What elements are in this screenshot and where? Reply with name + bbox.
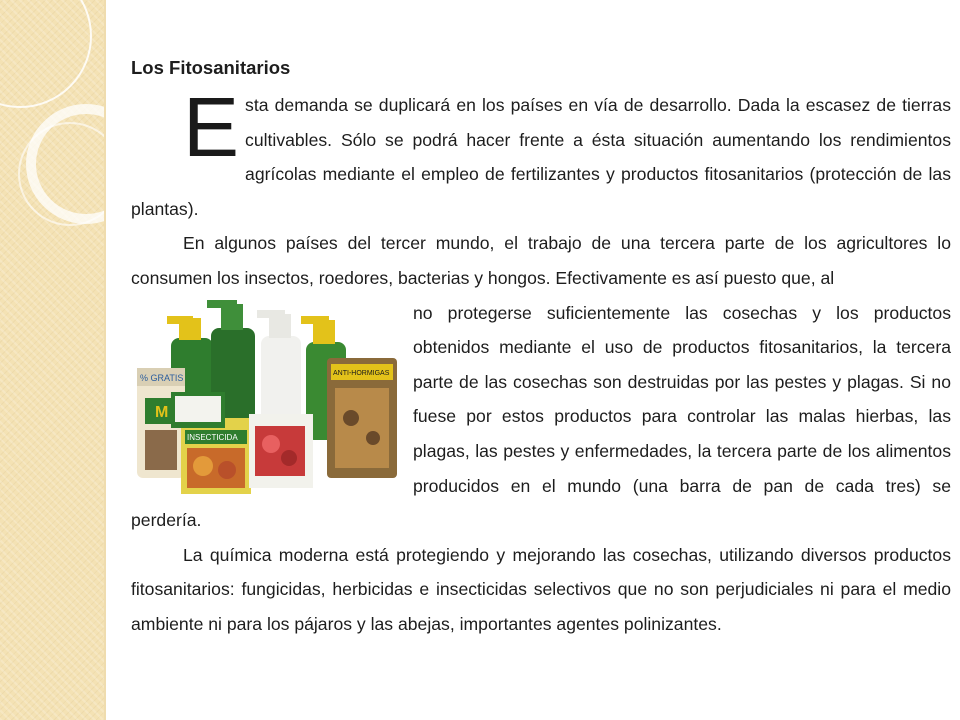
page-title: Los Fitosanitarios	[131, 57, 291, 78]
product-packet	[249, 414, 313, 488]
paragraph-1-text: sta demanda se duplicará en los países en vía de desarrollo. Dada la escasez de tierras cultivables. Sólo se podrá hacer frente a ésta situación aumentando los rendimientos agrícolas mediante el empleo de fertilizantes y productos fitosanitarios (protección de las plantas).	[131, 95, 951, 219]
brand-logo: M	[155, 403, 169, 421]
decorative-ring	[18, 122, 122, 226]
canister-promo-label: % GRATIS	[140, 372, 184, 383]
paragraph-2	[131, 226, 951, 537]
product-packet	[327, 358, 397, 478]
product-box	[171, 392, 225, 428]
paragraph-2-text: no protegerse suficientemente las cosechas y los productos obtenidos mediante el uso de productos fitosanitarios, la tercera parte de las cosechas son destruidas por las pestes y plagas. Si no fuese por estos productos para controlar las malas hierbas, las plagas, las pestes y enfermedades, la tercera parte de los alimentos producidos en el mundo (una barra de pan de cada tres) se perdería.	[131, 302, 951, 531]
document-body	[131, 54, 951, 642]
packet-label: INSECTICIDA	[187, 432, 238, 442]
sidebar-divider	[104, 0, 106, 720]
paragraph-1	[131, 80, 951, 226]
product-packet	[181, 418, 251, 494]
products-illustration	[131, 298, 401, 498]
paragraph-2-intro: En algunos países del tercer mundo, el trabajo de una tercera parte de los agricultores lo consumen los insectos, roedores, bacterias y hongos. Efectivamente es así puesto que, al	[131, 233, 951, 288]
drop-cap: E	[183, 80, 240, 174]
decorative-sidebar	[0, 0, 106, 720]
packet-label-ant: ANTI-HORMIGAS	[333, 369, 390, 377]
paragraph-3	[131, 538, 951, 642]
pesticide-products-photo	[131, 298, 401, 498]
paragraph-3-text: La química moderna está protegiendo y mejorando las cosechas, utilizando diversos productos fitosanitarios: fungicidas, herbicidas e insecticidas selectivos que no son perjudiciales ni para el medio ambiente ni para los pájaros y las abejas, importantes agentes polinizantes.	[131, 544, 951, 634]
decorative-ring	[0, 0, 92, 108]
